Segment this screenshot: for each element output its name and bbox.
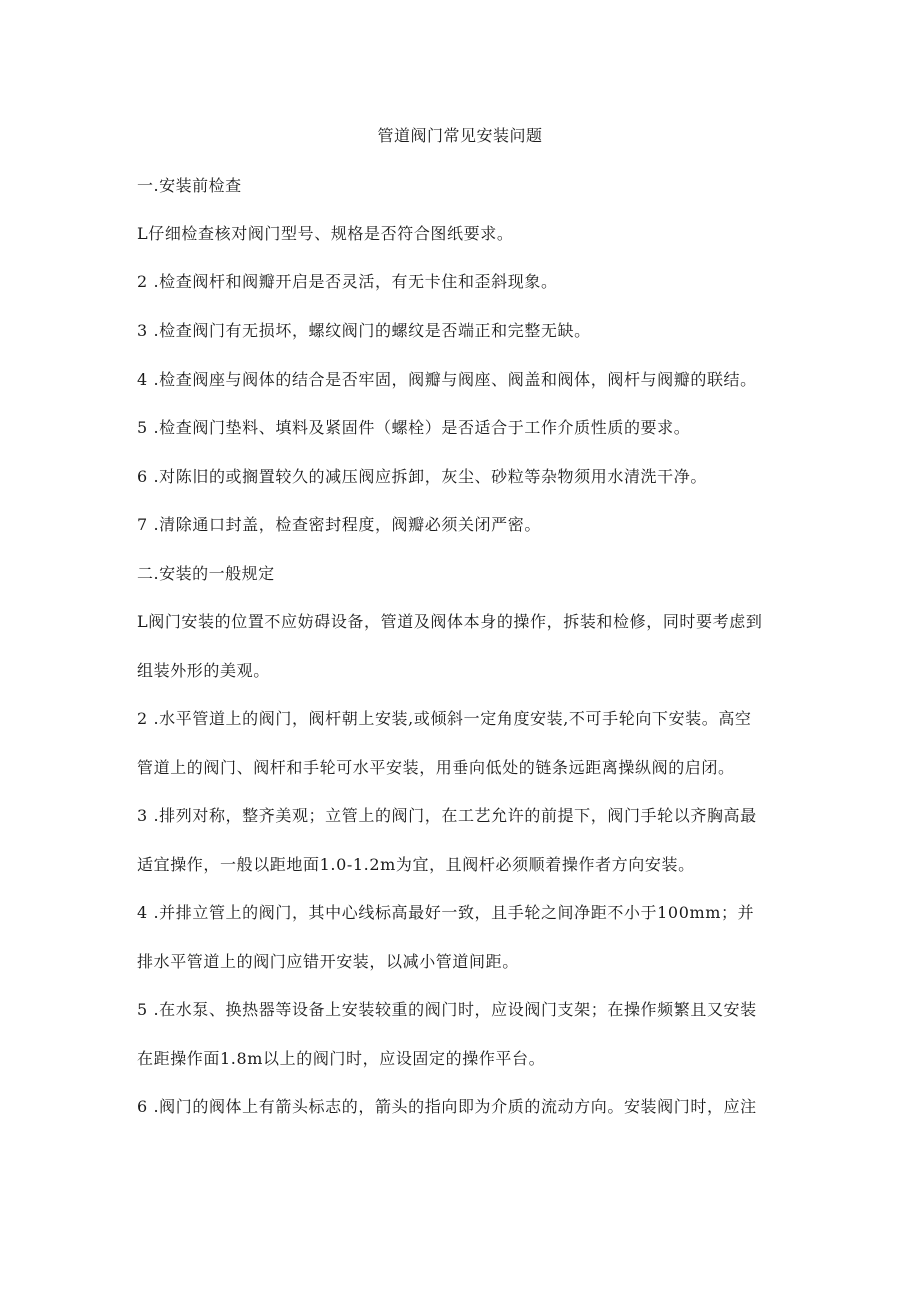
section-heading-general-rules: 二.安装的一般规定 (137, 564, 275, 583)
paragraph-line: 4 .并排立管上的阀门，其中心线标高最好一致，且手轮之间净距不小于100mm；并 (137, 903, 755, 922)
paragraph-line: 5 .检查阀门垫料、填料及紧固件（螺栓）是否适合于工作介质性质的要求。 (137, 418, 691, 437)
section-heading-pre-install-check: 一.安装前检查 (137, 176, 242, 195)
paragraph-line: 3 .检查阀门有无损坏，螺纹阀门的螺纹是否端正和完整无缺。 (137, 321, 591, 340)
paragraph-line: 6 .阀门的阀体上有箭头标志的，箭头的指向即为介质的流动方向。安装阀门时，应注 (137, 1097, 757, 1116)
paragraph-line: 在距操作面1.8m以上的阀门时，应设固定的操作平台。 (137, 1049, 546, 1068)
document-title: 管道阀门常见安装问题 (377, 126, 543, 145)
paragraph-line: 7 .清除通口封盖，检查密封程度，阀瓣必须关闭严密。 (137, 515, 541, 534)
paragraph-line: 2 .水平管道上的阀门，阀杆朝上安装,或倾斜一定角度安装,不可手轮向下安装。高空 (137, 709, 752, 728)
paragraph-line: 2 .检查阀杆和阀瓣开启是否灵活，有无卡住和歪斜现象。 (137, 272, 558, 291)
paragraph-line: 管道上的阀门、阀杆和手轮可水平安装，用垂向低处的链条远距离操纵阀的启闭。 (137, 758, 735, 777)
paragraph-line: L仔细检查核对阀门型号、规格是否符合图纸要求。 (137, 224, 514, 243)
paragraph-line: 组装外形的美观。 (137, 661, 270, 680)
paragraph-line: 5 .在水泵、换热器等设备上安装较重的阀门时，应设阀门支架；在操作频繁且又安装 (137, 1000, 757, 1019)
paragraph-line: 4 .检查阀座与阀体的结合是否牢固，阀瓣与阀座、阀盖和阀体，阀杆与阀瓣的联结。 (137, 370, 757, 389)
paragraph-line: 适宜操作，一般以距地面1.0-1.2m为宜，且阀杆必须顺着操作者方向安装。 (137, 855, 695, 874)
paragraph-line: 排水平管道上的阀门应错开安装，以减小管道间距。 (137, 952, 519, 971)
paragraph-line: L阀门安装的位置不应妨碍设备，管道及阀体本身的操作，拆装和检修，同时要考虑到 (137, 612, 763, 631)
paragraph-line: 6 .对陈旧的或搁置较久的减压阀应拆卸，灰尘、砂粒等杂物须用水清洗干净。 (137, 467, 707, 486)
paragraph-line: 3 .排列对称，整齐美观；立管上的阀门，在工艺允许的前提下，阀门手轮以齐胸高最 (137, 806, 757, 825)
